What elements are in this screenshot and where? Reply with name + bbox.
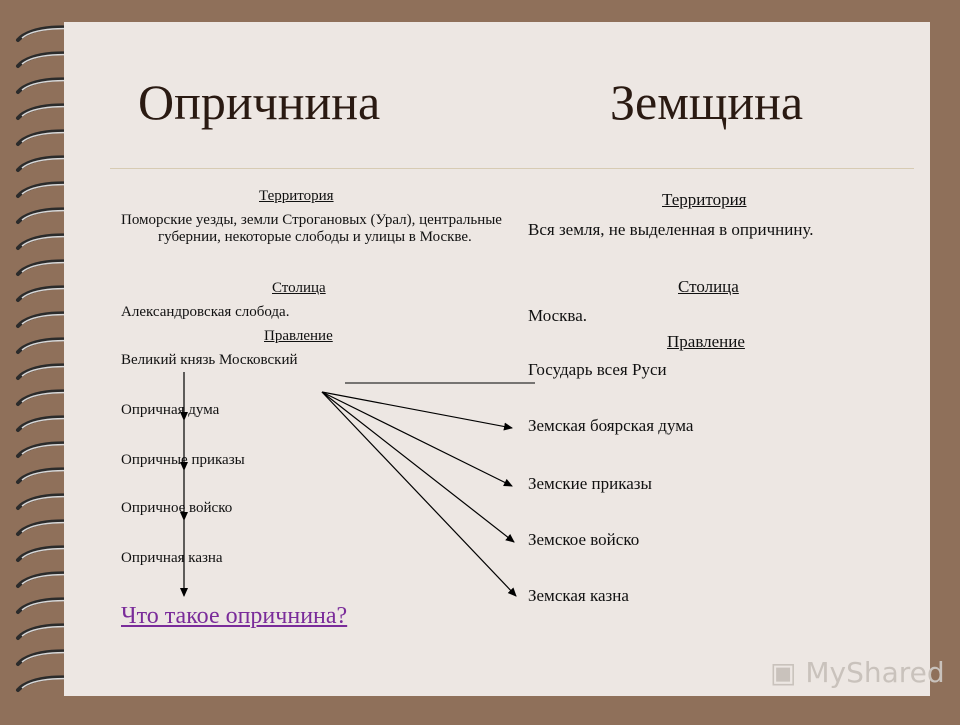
oprichnina-territory-text: Поморские уезды, земли Строгановых (Урал), центральные губернии, некоторые слободы и улицы в Москве. xyxy=(121,212,502,245)
cross-arrow xyxy=(322,392,514,542)
oprichnina-capital-text: Александровская слобода. xyxy=(121,304,290,320)
zemshchina-item: Земская казна xyxy=(528,586,629,605)
oprichnina-item: Опричное войско xyxy=(121,500,233,516)
oprichnina-item: Опричные приказы xyxy=(121,452,245,468)
zemshchina-capital-text: Москва. xyxy=(528,306,588,325)
oprichnina-title: Опричнина xyxy=(138,74,381,130)
zemshchina-item: Земские приказы xyxy=(528,474,652,493)
what-is-oprichnina-link[interactable]: Что такое опричнина? xyxy=(121,603,348,629)
oprichnina-item: Опричная дума xyxy=(121,402,220,418)
oprichnina-ruler: Великий князь Московский xyxy=(121,352,298,368)
cross-arrow xyxy=(322,392,516,596)
zemshchina-capital-heading: Столица xyxy=(678,277,739,296)
oprichnina-item: Опричная казна xyxy=(121,550,223,566)
zemshchina-ruler: Государь всея Руси xyxy=(528,360,667,379)
oprichnina-territory-heading: Территория xyxy=(259,188,334,204)
zemshchina-government-heading: Правление xyxy=(667,332,745,351)
zemshchina-title: Земщина xyxy=(610,74,804,130)
oprichnina-government-heading: Правление xyxy=(264,328,333,344)
zemshchina-territory-text: Вся земля, не выделенная в опричнину. xyxy=(528,220,814,239)
watermark-logo-icon: ▣ xyxy=(770,656,806,689)
watermark: ▣ MyShared xyxy=(770,656,945,689)
zemshchina-item: Земская боярская дума xyxy=(528,416,694,435)
zemshchina-territory-heading: Территория xyxy=(662,190,747,209)
oprichnina-capital-heading: Столица xyxy=(272,280,326,296)
cross-arrow xyxy=(322,392,512,486)
zemshchina-item: Земское войско xyxy=(528,530,640,549)
